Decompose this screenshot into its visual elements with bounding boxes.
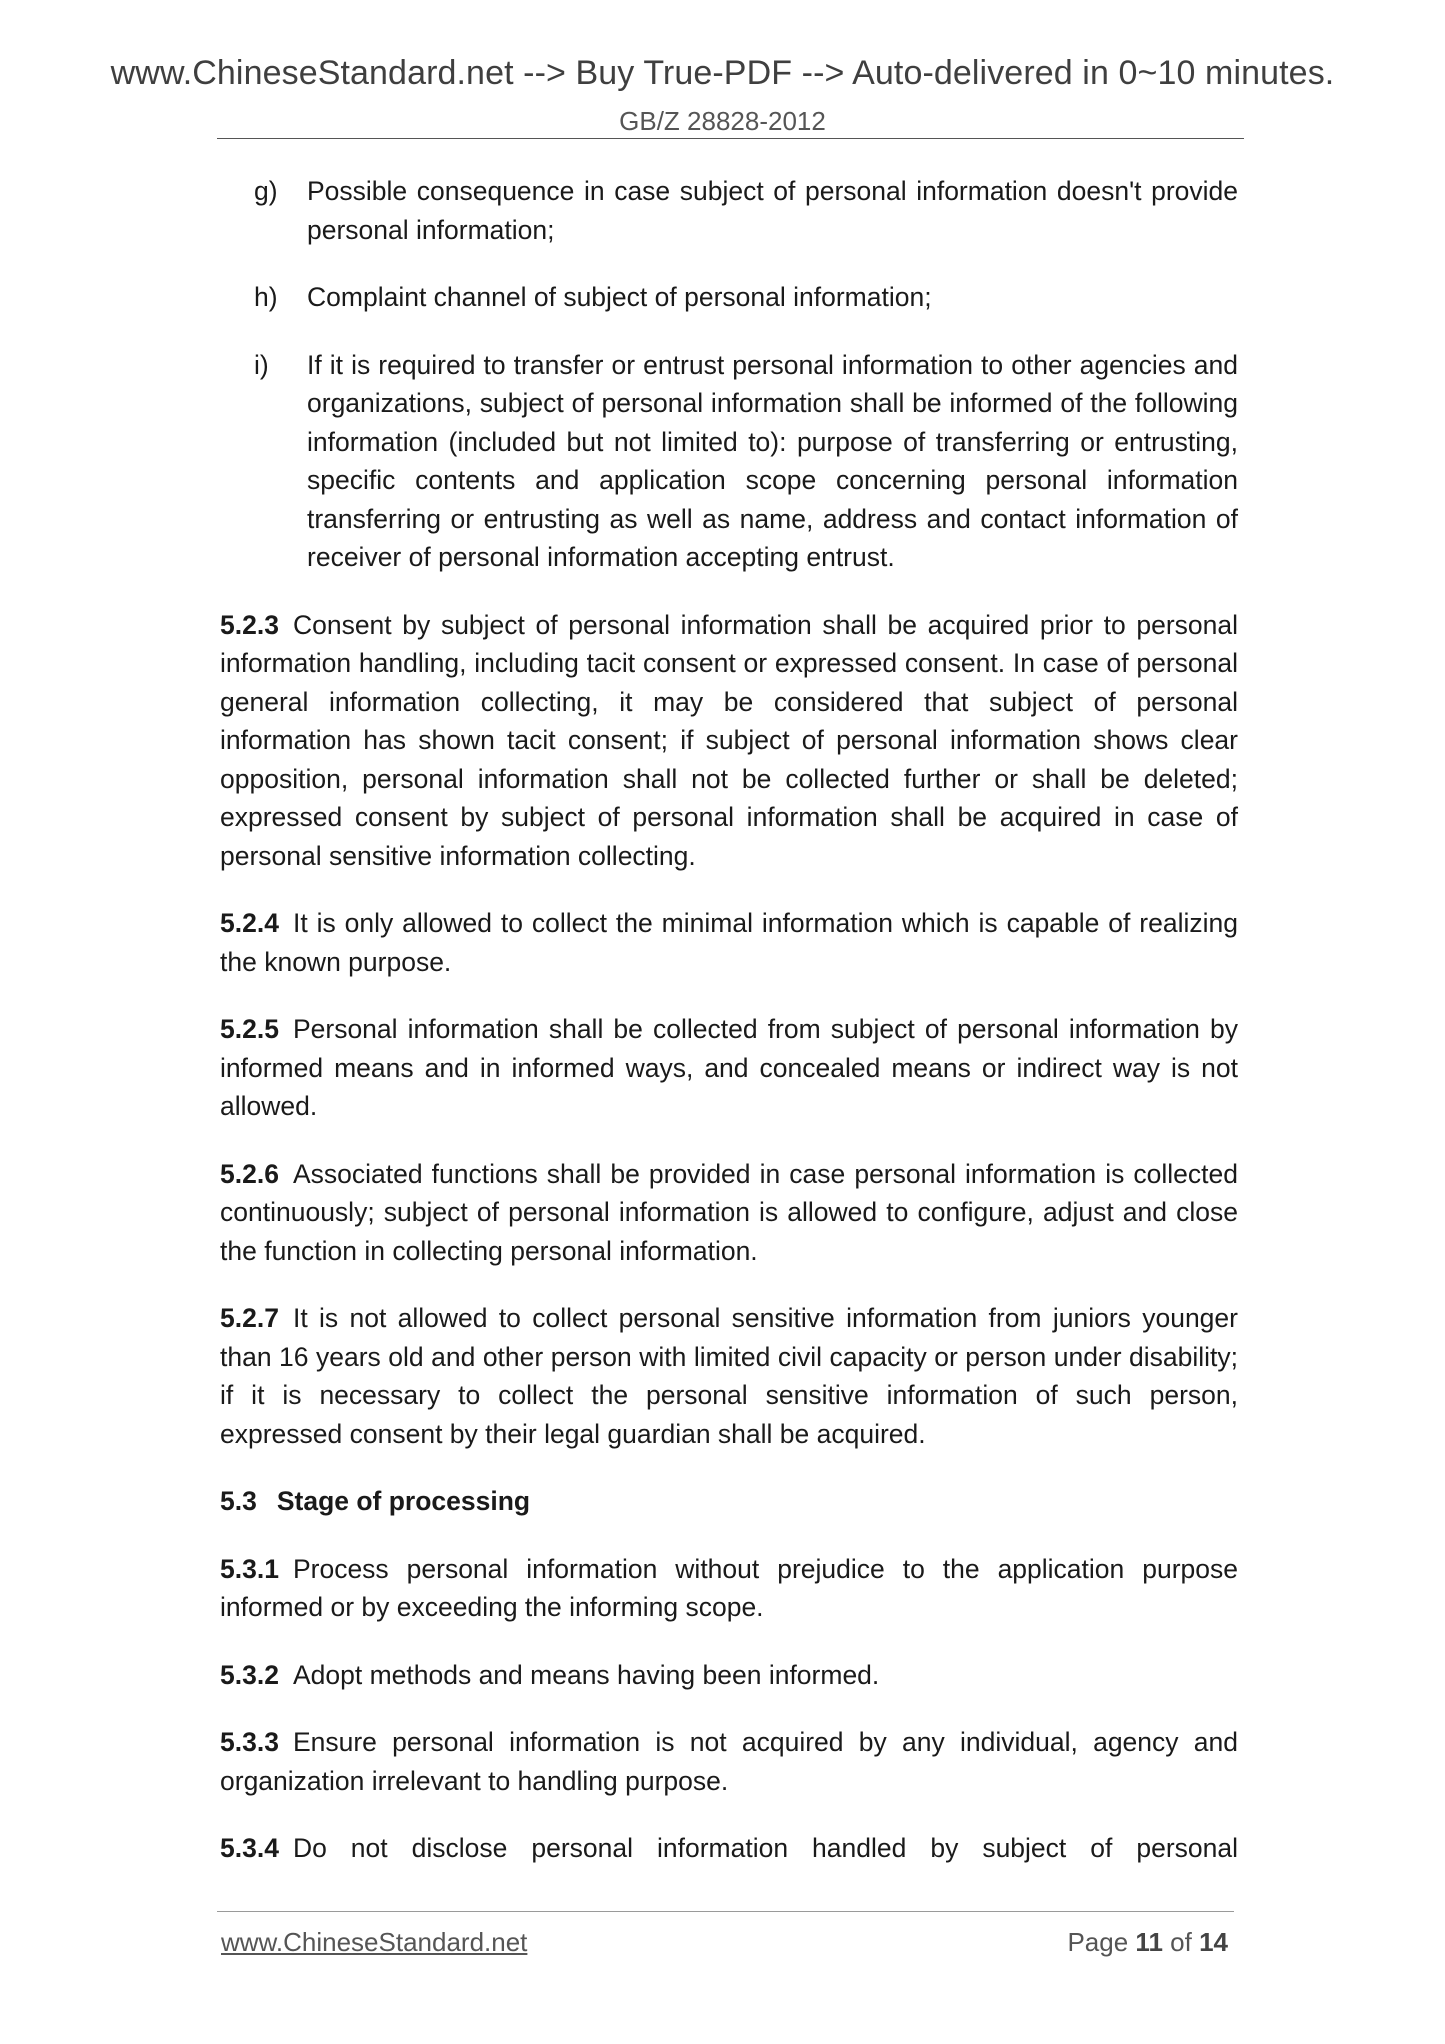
section-number: 5.3 [220, 1486, 257, 1516]
clause-number: 5.3.1 [220, 1553, 279, 1584]
list-marker: g) [254, 176, 278, 206]
page-total: 14 [1199, 1927, 1228, 1957]
list-item-text: If it is required to transfer or entrust personal information to other agencies and organizations, subject of personal information shall be informed of the following information (included but not limited to): purpose of transferring or entrusting, specific contents and application scope concerning personal information transferring or entrusting as well as name, address and contact information of receiver of personal information accepting entrust. [307, 349, 1238, 572]
list-marker: h) [254, 282, 278, 312]
clause-text: Consent by subject of personal information shall be acquired prior to personal information handling, including tacit consent or expressed consent. In case of personal general information collecting, it may be considered that subject of personal information has shown tacit consent; if subject of personal information shows clear opposition, personal information shall not be collected further or shall be deleted; expressed consent by subject of personal information shall be acquired in case of personal sensitive information collecting. [220, 609, 1238, 871]
clause-text: Personal information shall be collected from subject of personal information by informed means and in informed ways, and concealed means or indirect way is not allowed. [220, 1014, 1238, 1121]
clause-number: 5.2.6 [220, 1158, 279, 1189]
clause-number: 5.3.3 [220, 1727, 279, 1757]
list-item-text: Possible consequence in case subject of personal information doesn't provide personal information; [307, 176, 1238, 245]
clause-5-3-2 [220, 1656, 1238, 1695]
clause-text: Ensure personal information is not acquired by any individual, agency and organization irrelevant to handling purpose. [220, 1727, 1238, 1796]
clause-number: 5.2.3 [220, 609, 279, 640]
clause-5-2-4 [220, 904, 1238, 981]
clause-5-2-7 [220, 1299, 1238, 1453]
clause-number: 5.2.4 [220, 908, 279, 938]
header-banner[interactable]: www.ChineseStandard.net --> Buy True-PDF --> Auto-delivered in 0~10 minutes. [110, 54, 1335, 92]
document-body [220, 172, 1238, 1897]
page-word: Page [1067, 1927, 1129, 1957]
section-heading-5-3 [220, 1482, 1238, 1521]
clause-number: 5.3.4 [220, 1833, 279, 1863]
clause-5-3-1 [220, 1550, 1238, 1627]
standard-code: GB/Z 28828-2012 [619, 106, 826, 136]
list-item-g [220, 172, 1238, 249]
footer-divider [217, 1911, 1234, 1912]
clause-text: It is only allowed to collect the minimal information which is capable of realizing the known purpose. [220, 908, 1238, 977]
clause-5-3-4 [220, 1829, 1238, 1868]
clause-text: Process personal information without prejudice to the application purpose informed or by exceeding the informing scope. [220, 1553, 1238, 1622]
list-marker: i) [254, 349, 269, 380]
clause-text: It is not allowed to collect personal sensitive information from juniors younger than 16 years old and other person with limited civil capacity or person under disability; if it is necessary to collect the personal sensitive information of such person, expressed consent by their legal guardian shall be acquired. [220, 1303, 1238, 1449]
page-current: 11 [1135, 1927, 1163, 1957]
list-item-i [220, 346, 1238, 577]
clause-number: 5.2.5 [220, 1014, 279, 1044]
clause-text: Adopt methods and means having been informed. [292, 1659, 880, 1690]
clause-text: Associated functions shall be provided in case personal information is collected continuously; subject of personal information is allowed to configure, adjust and close the function in collecting personal information. [220, 1158, 1238, 1266]
section-title: Stage of processing [276, 1486, 531, 1516]
of-word: of [1170, 1927, 1192, 1957]
header-divider [217, 138, 1244, 139]
footer-site-link[interactable]: www.ChineseStandard.net [221, 1927, 528, 1957]
clause-5-3-3 [220, 1723, 1238, 1800]
list-item-h [220, 278, 1238, 317]
clause-text: Do not disclose personal information handled by subject of personal [292, 1833, 1238, 1863]
clause-number: 5.3.2 [220, 1659, 279, 1690]
list-item-text: Complaint channel of subject of personal information; [307, 282, 932, 312]
clause-5-2-6 [220, 1155, 1238, 1271]
clause-5-2-3 [220, 606, 1238, 876]
clause-number: 5.2.7 [220, 1303, 279, 1333]
page-indicator [1067, 1927, 1228, 1958]
clause-5-2-5 [220, 1010, 1238, 1126]
